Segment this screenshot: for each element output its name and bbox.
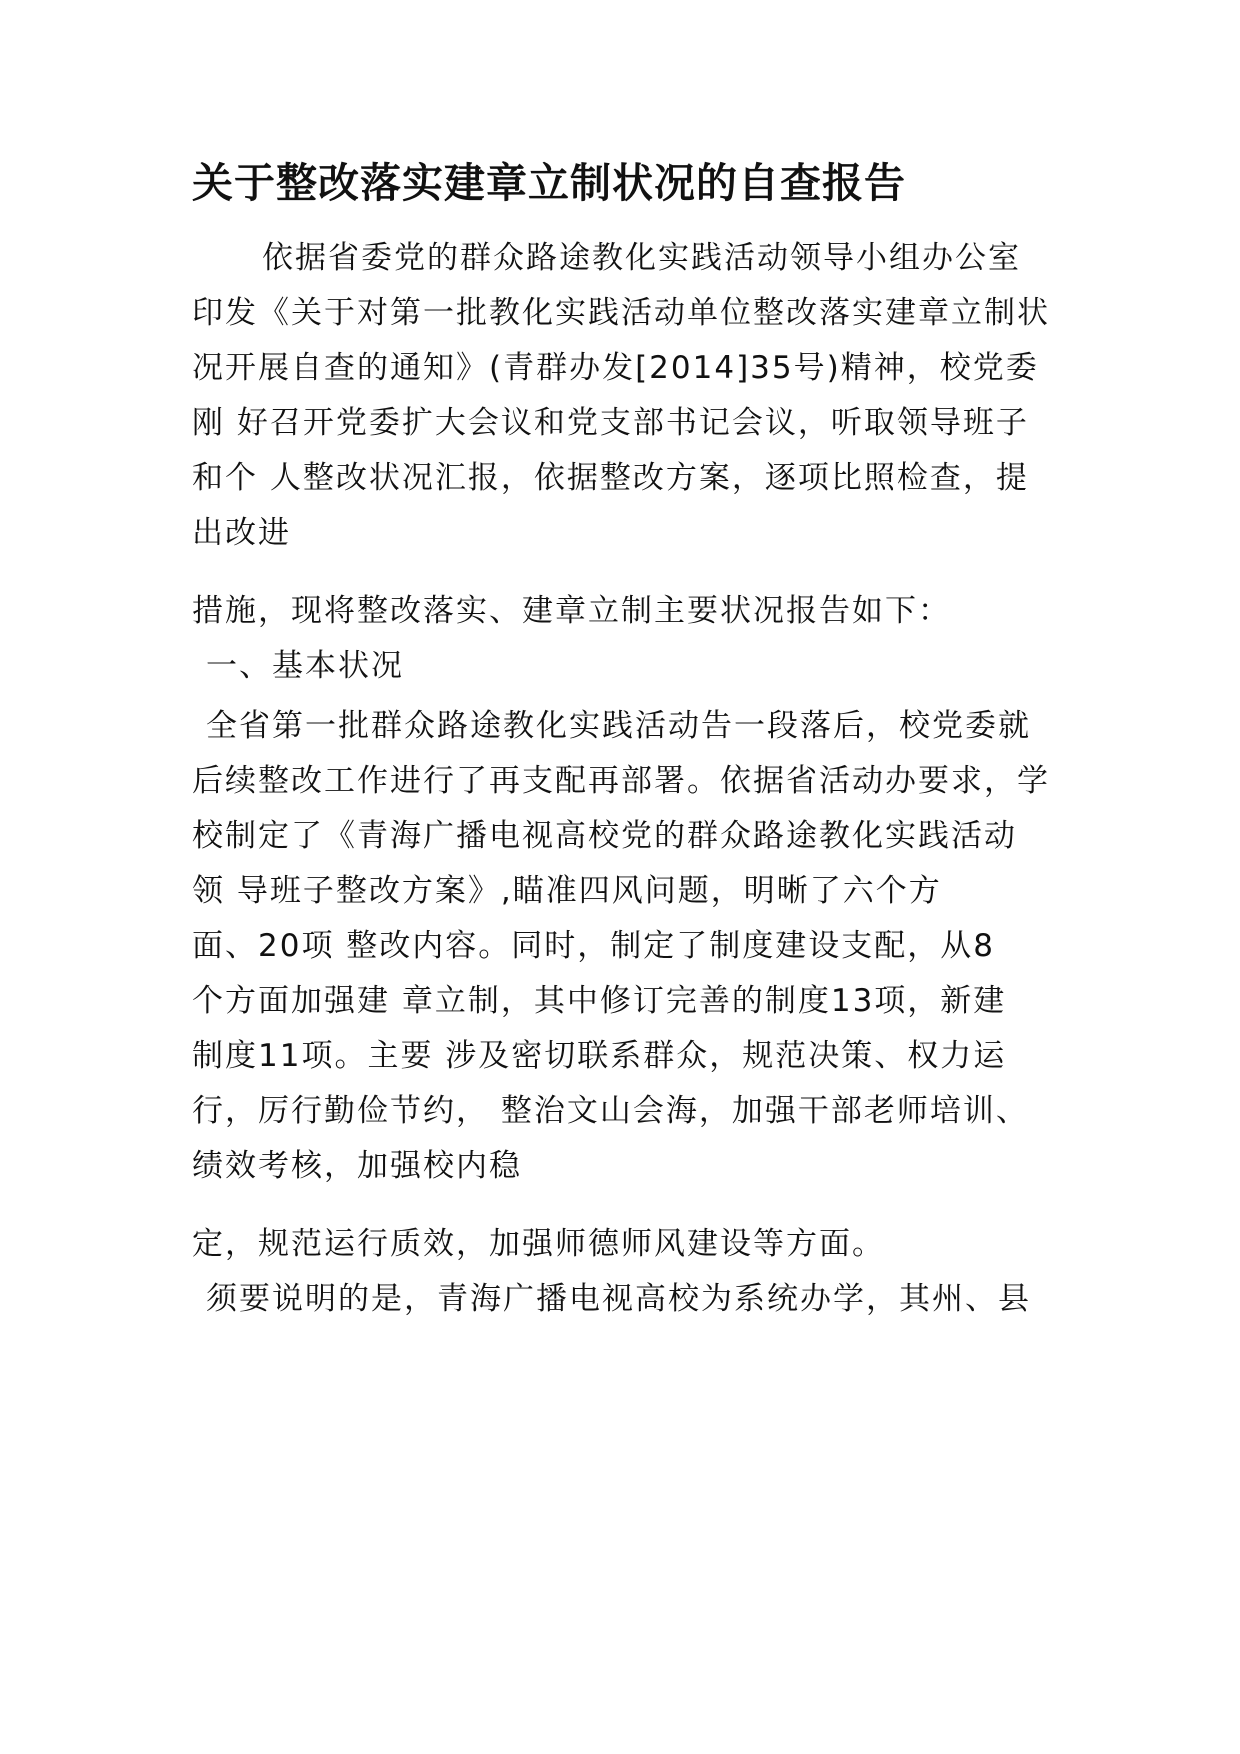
paragraph-line: 印发《关于对第一批教化实践活动单位整改落实建章立制状 xyxy=(192,295,1050,331)
document-title: 关于整改落实建章立制状况的自查报告 xyxy=(192,159,906,207)
paragraph-line: 制度11项。主要 涉及密切联系群众，规范决策、权力运 xyxy=(192,1038,1007,1074)
paragraph-line: 全省第一批群众路途教化实践活动告一段落后，校党委就 xyxy=(206,708,1031,744)
paragraph-line: 刚 好召开党委扩大会议和党支部书记会议，听取领导班子 xyxy=(192,405,1029,441)
paragraph-line: 校制定了《青海广播电视高校党的群众路途教化实践活动 xyxy=(192,818,1017,854)
section-heading: 一、基本状况 xyxy=(206,648,404,684)
paragraph-line: 领 导班子整改方案》,瞄准四风问题，明晰了六个方 xyxy=(192,873,942,909)
paragraph-line: 和个 人整改状况汇报，依据整改方案，逐项比照检查，提 xyxy=(192,460,1029,496)
paragraph-line: 个方面加强建 章立制，其中修订完善的制度13项，新建 xyxy=(192,983,1007,1019)
paragraph-line: 依据省委党的群众路途教化实践活动领导小组办公室 xyxy=(262,240,1021,276)
paragraph-line: 须要说明的是，青海广播电视高校为系统办学，其州、县 xyxy=(206,1281,1031,1317)
paragraph-line: 绩效考核，加强校内稳 xyxy=(192,1148,522,1184)
paragraph-line: 面、20项 整改内容。同时，制定了制度建设支配，从8 xyxy=(192,928,996,964)
paragraph-line: 况开展自查的通知》(青群办发[2014]35号)精神，校党委 xyxy=(192,350,1039,386)
paragraph-line: 定，规范运行质效，加强师德师风建设等方面。 xyxy=(192,1226,885,1262)
paragraph-line: 出改进 xyxy=(192,515,291,551)
paragraph-line: 后续整改工作进行了再支配再部署。依据省活动办要求，学 xyxy=(192,763,1050,799)
paragraph-line: 行，厉行勤俭节约， 整治文山会海，加强干部老师培训、 xyxy=(192,1093,1029,1129)
paragraph-line: 措施，现将整改落实、建章立制主要状况报告如下： xyxy=(192,593,951,629)
